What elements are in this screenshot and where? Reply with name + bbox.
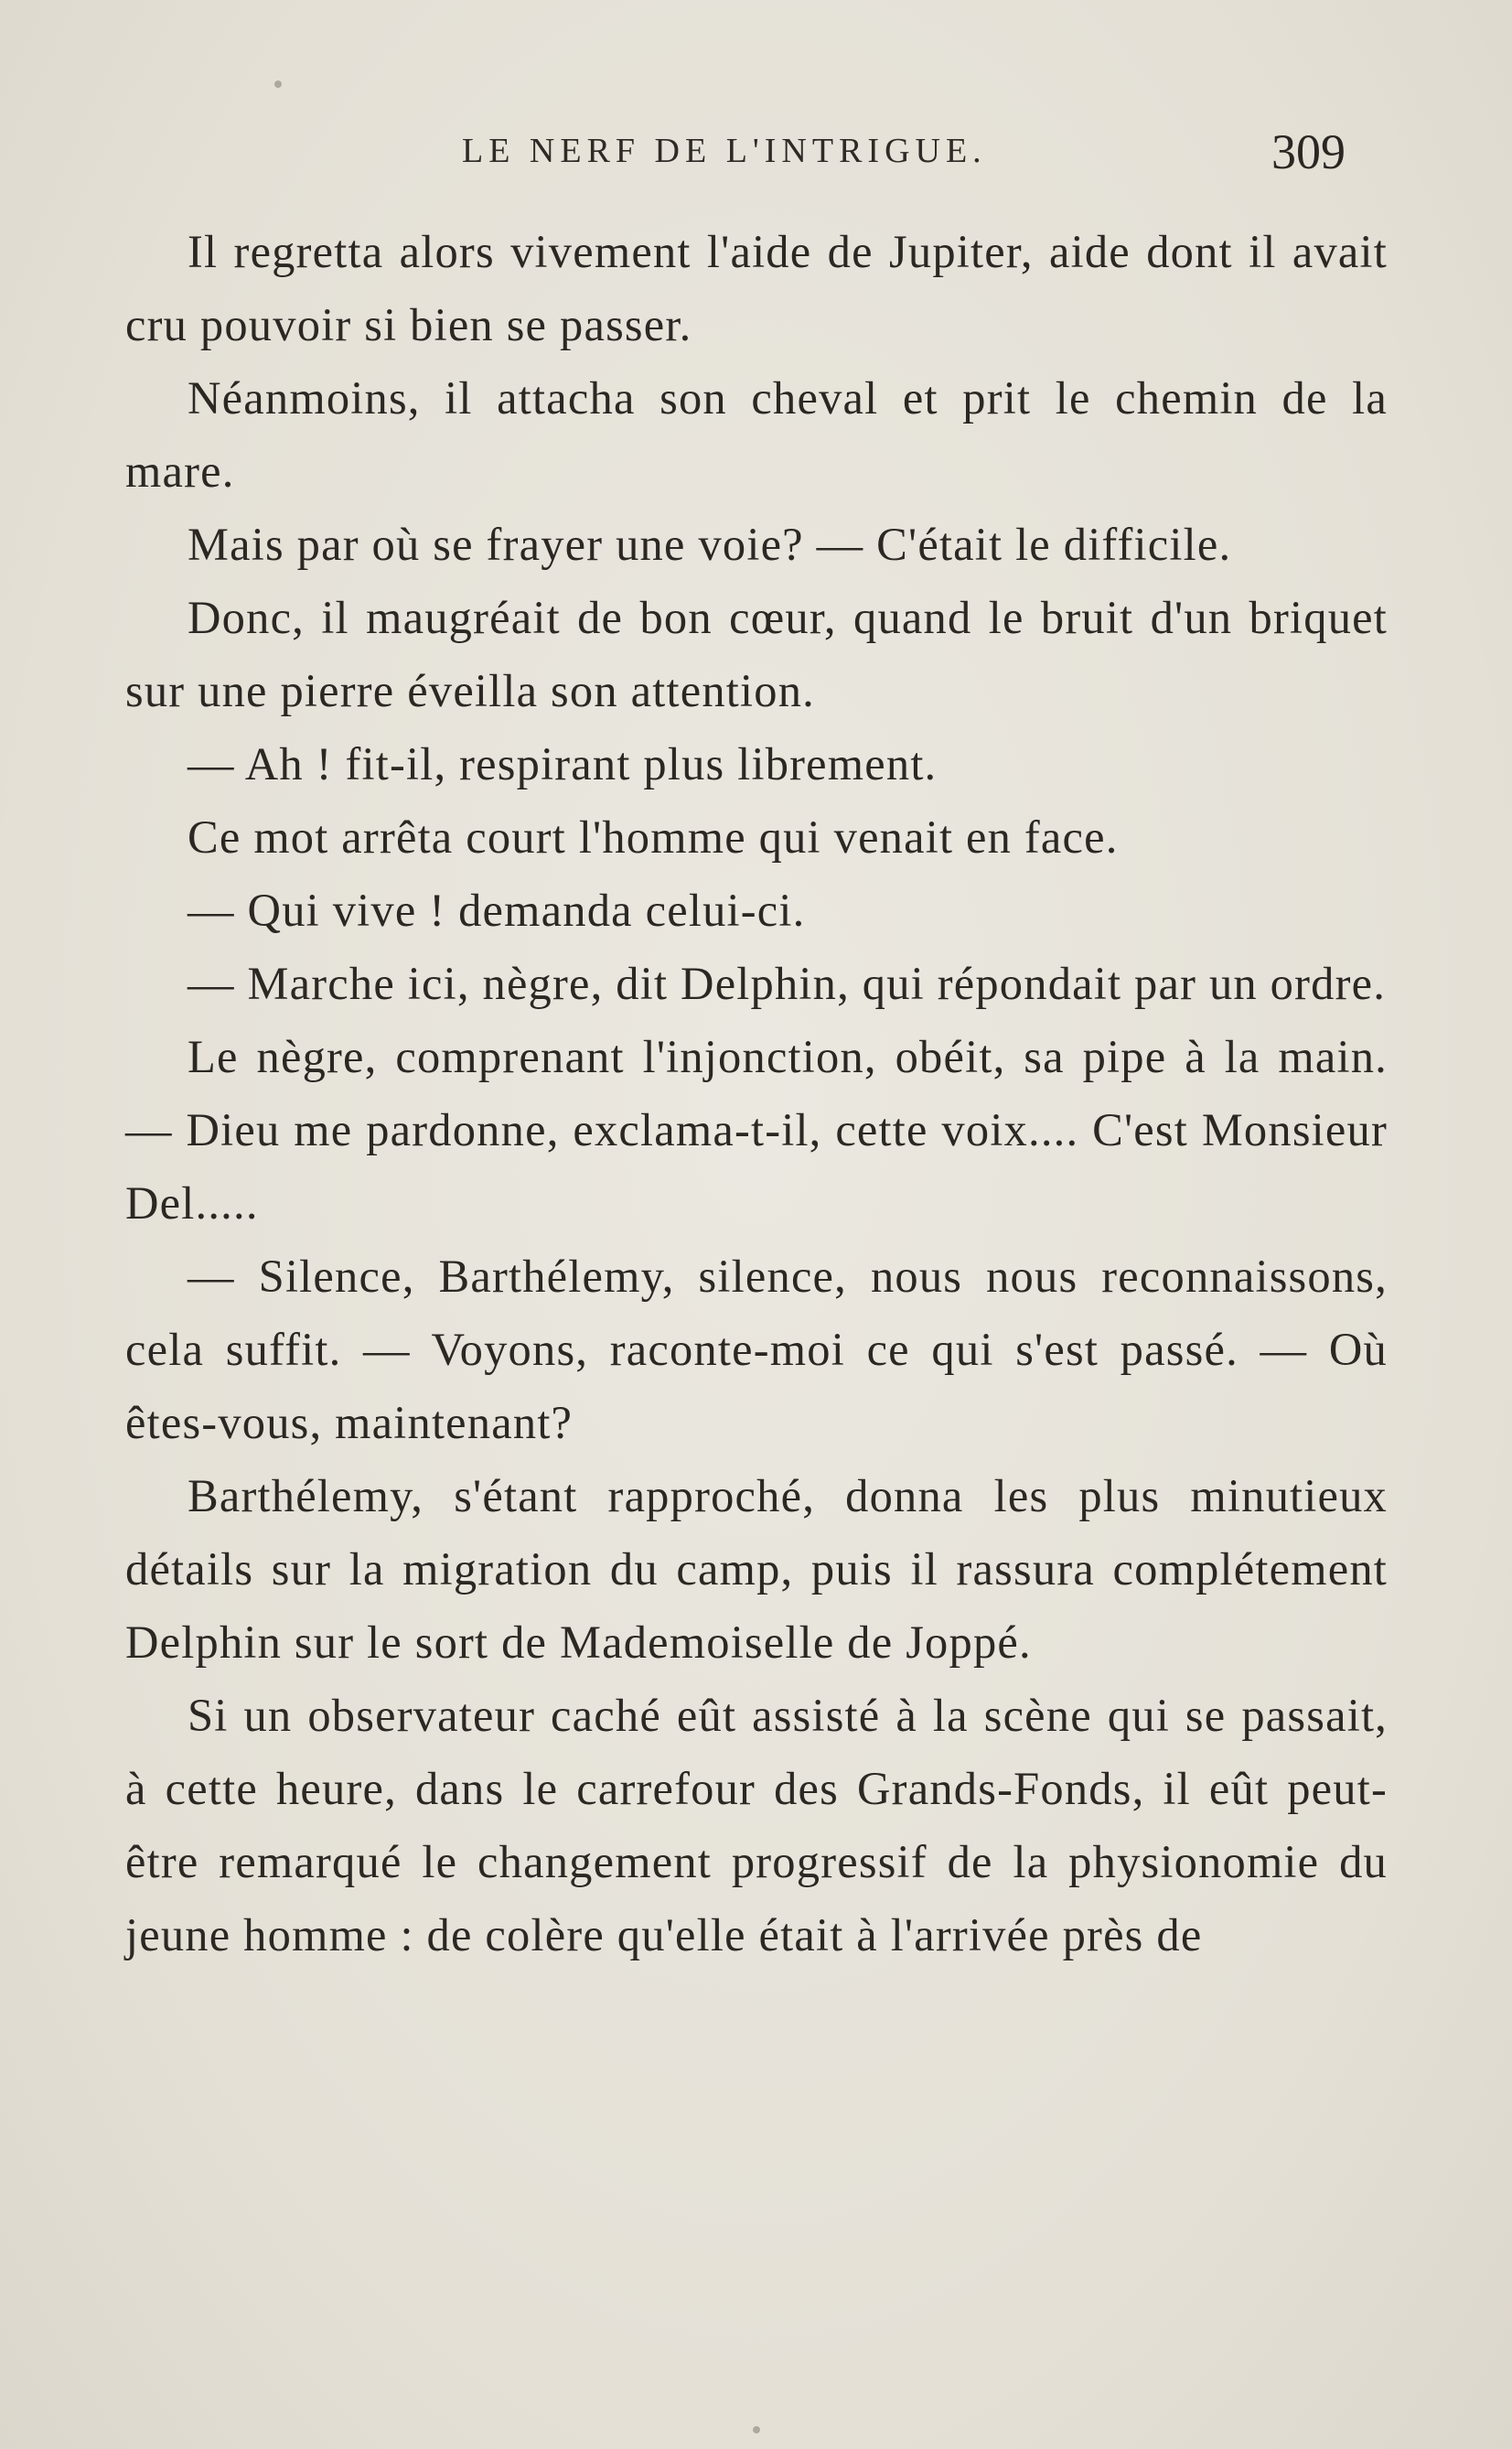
page-number: 309 bbox=[1271, 124, 1346, 179]
paragraph: Il regretta alors vivement l'aide de Jupiter, aide dont il avait cru pouvoir si bien se passer. bbox=[125, 226, 1388, 350]
paragraph: Mais par où se frayer une voie? — C'était le difficile. bbox=[188, 519, 1232, 570]
paper-speck bbox=[753, 2426, 760, 2433]
paragraph: Si un observateur caché eût assisté à la scène qui se passait, à cette heure, dans le carrefour des Grands-Fonds, il eût peut-être remarqué le changement progressif de la physionomie du jeune homme : de colère qu'elle était à l'arrivée près de bbox=[125, 1690, 1388, 1960]
paragraph: Barthélemy, s'étant rapproché, donna les plus minutieux détails sur la migration du camp, puis il rassura complétement Delphin sur le sort de Mademoiselle de Joppé. bbox=[125, 1470, 1388, 1668]
paper-speck bbox=[274, 81, 282, 88]
paragraph: Le nègre, comprenant l'injonction, obéit, sa pipe à la main. — Dieu me pardonne, exclama-t-il, cette voix.... C'est Monsieur Del..... bbox=[125, 1031, 1388, 1229]
dialogue-paragraph: — Qui vive ! demanda celui-ci. bbox=[188, 885, 806, 936]
running-title: LE NERF DE L'INTRIGUE. bbox=[462, 132, 987, 170]
paragraph: Néanmoins, il attacha son cheval et prit le chemin de la mare. bbox=[125, 372, 1388, 497]
dialogue-paragraph: — Marche ici, nègre, dit Delphin, qui répondait par un ordre. bbox=[188, 958, 1387, 1009]
paragraph: Donc, il maugréait de bon cœur, quand le bruit d'un briquet sur une pierre éveilla son attention. bbox=[125, 592, 1388, 716]
dialogue-paragraph: — Silence, Barthélemy, silence, nous nous reconnaissons, cela suffit. — Voyons, raconte-moi ce qui s'est passé. — Où êtes-vous, maintenant? bbox=[125, 1251, 1388, 1448]
paragraph: Ce mot arrêta court l'homme qui venait en face. bbox=[188, 811, 1119, 863]
body-text bbox=[125, 215, 1388, 1971]
dialogue-paragraph: — Ah ! fit-il, respirant plus librement. bbox=[188, 738, 938, 789]
running-head bbox=[0, 124, 1512, 178]
